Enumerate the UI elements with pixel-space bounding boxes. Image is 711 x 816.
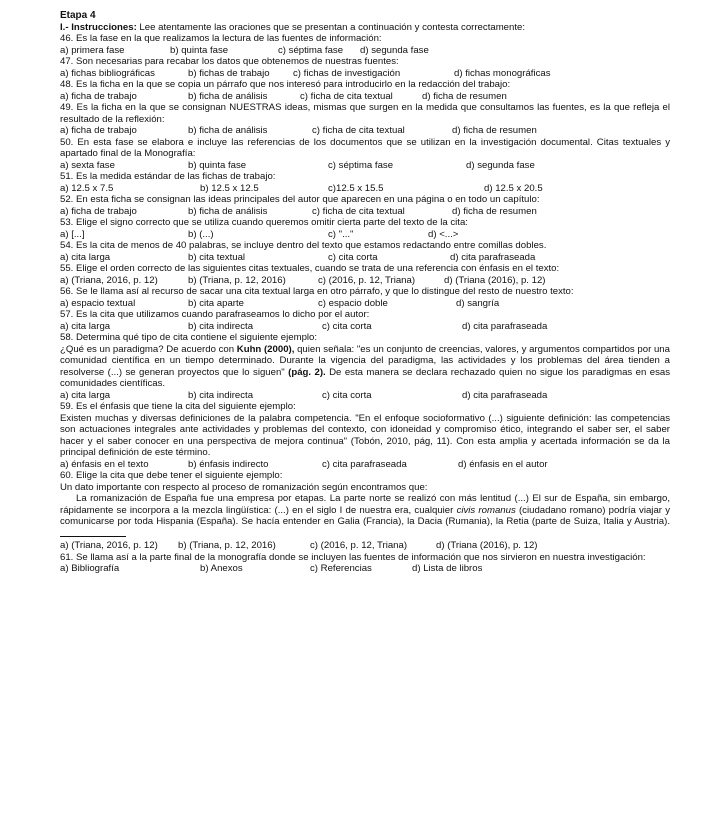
options-56	[60, 298, 670, 310]
option-58-c[interactable]: c) cita corta	[322, 389, 372, 401]
option-50-b[interactable]: b) quinta fase	[188, 159, 247, 171]
option-53-c[interactable]: c) "..."	[328, 228, 354, 240]
options-60	[60, 540, 670, 552]
option-47-d[interactable]: d) fichas monográficas	[454, 67, 551, 79]
options-53	[60, 229, 670, 241]
option-51-b[interactable]: b) 12.5 x 12.5	[200, 182, 259, 194]
option-52-a[interactable]: a) ficha de trabajo	[60, 205, 137, 217]
example-58	[60, 344, 670, 390]
options-54	[60, 252, 670, 264]
option-60-d[interactable]: d) (Triana (2016), p. 12)	[436, 540, 538, 551]
option-55-a[interactable]: a) (Triana, 2016, p. 12)	[60, 274, 158, 286]
options-46	[60, 45, 670, 57]
stage-title: Etapa 4	[60, 10, 96, 21]
instructions-label: I.- Instrucciones:	[60, 21, 137, 33]
option-53-a[interactable]: a) [...]	[60, 228, 85, 240]
options-58	[60, 390, 670, 402]
example-60-intro: Un dato importante con respecto al proceso de romanización según encontramos que:	[60, 481, 428, 493]
option-60-b[interactable]: b) (Triana, p. 12, 2016)	[178, 540, 276, 551]
option-49-a[interactable]: a) ficha de trabajo	[60, 125, 137, 136]
question-50: 50. En esta fase se elabora e incluye las referencias de los documentos que se utilizan en la investigación documental. Citas textuales y apartado final de la Monografía:	[60, 136, 670, 159]
option-53-d[interactable]: d) <...>	[428, 228, 459, 240]
option-56-d[interactable]: d) sangría	[456, 297, 500, 309]
option-61-d[interactable]: d) Lista de libros	[412, 563, 483, 574]
options-50	[60, 160, 670, 172]
instructions	[60, 22, 670, 34]
option-55-b[interactable]: b) (Triana, p. 12, 2016)	[188, 274, 286, 286]
option-61-c[interactable]: c) Referencias	[310, 563, 372, 574]
options-61	[60, 563, 670, 575]
option-51-c[interactable]: c)12.5 x 15.5	[328, 182, 384, 194]
option-52-d[interactable]: d) ficha de resumen	[452, 205, 537, 217]
example-60	[60, 493, 670, 540]
answer-blank-60[interactable]	[60, 528, 126, 537]
option-48-a[interactable]: a) ficha de trabajo	[60, 90, 137, 102]
option-59-b[interactable]: b) énfasis indirecto	[188, 458, 269, 470]
option-55-d[interactable]: d) (Triana (2016), p. 12)	[444, 274, 546, 286]
question-61: 61. Se llama así a la parte final de la monografía donde se incluyen las fuentes de información que nos sirvieron en nuestra investigación:	[60, 551, 646, 563]
options-49	[60, 125, 670, 137]
option-47-b[interactable]: b) fichas de trabajo	[188, 67, 270, 79]
option-57-d[interactable]: d) cita parafraseada	[462, 320, 548, 332]
option-54-c[interactable]: c) cita corta	[328, 251, 378, 263]
question-60: 60. Elige la cita que debe tener el siguiente ejemplo:	[60, 470, 283, 481]
option-58-d[interactable]: d) cita parafraseada	[462, 389, 548, 401]
option-56-c[interactable]: c) espacio doble	[318, 297, 388, 309]
example-58-author: Kuhn (2000),	[236, 343, 295, 355]
option-55-c[interactable]: c) (2016, p. 12, Triana)	[318, 274, 416, 286]
question-52: 52. En esta ficha se consignan las ideas principales del autor que aparecen en una página o en todo un capítulo:	[60, 194, 540, 205]
example-58-part3: De esta manera se declara rechazado quien no sigue los paradigmas en esas comunidades científicas.	[60, 366, 670, 389]
example-58-part1: ¿Qué es un paradigma? De acuerdo con	[60, 343, 237, 355]
question-57: 57. Es la cita que utilizamos cuando parafraseamos lo dicho por el autor:	[60, 309, 370, 320]
option-52-c[interactable]: c) ficha de cita textual	[312, 205, 405, 217]
question-56: 56. Se le llama así al recurso de sacar una cita textual larga en otro párrafo, y que lo distingue del resto de nuestro texto:	[60, 286, 574, 297]
option-58-b[interactable]: b) cita indirecta	[188, 389, 254, 401]
options-52	[60, 206, 670, 218]
question-48: 48. Es la ficha en la que se copia un párrafo que nos interesó para introducirlo en la redacción del trabajo:	[60, 79, 511, 90]
option-57-c[interactable]: c) cita corta	[322, 320, 372, 332]
options-47	[60, 68, 670, 80]
option-46-d[interactable]: d) segunda fase	[360, 44, 429, 56]
question-46: 46. Es la fase en la que realizamos la lectura de las fuentes de información:	[60, 33, 382, 44]
option-52-b[interactable]: b) ficha de análisis	[188, 205, 268, 217]
option-47-c[interactable]: c) fichas de investigación	[293, 67, 401, 79]
example-58-part2: quien señala: "es un conjunto de creencias, valores, y argumentos compartidos por una comunidad científica en un tiempo determinado. Durante la vigencia del paradigma, las actividades y los problemas del área tienden a resolverse (...) se generan proyectos que lo siguen"	[60, 343, 670, 378]
option-50-c[interactable]: c) séptima fase	[328, 159, 394, 171]
option-56-a[interactable]: a) espacio textual	[60, 297, 136, 309]
option-46-c[interactable]: c) séptima fase	[278, 44, 344, 56]
question-58: 58. Determina qué tipo de cita contiene el siguiente ejemplo:	[60, 332, 318, 343]
question-51: 51. Es la medida estándar de las fichas de trabajo:	[60, 171, 276, 182]
option-57-b[interactable]: b) cita indirecta	[188, 320, 254, 332]
options-48	[60, 91, 670, 103]
question-59: 59. Es el énfasis que tiene la cita del siguiente ejemplo:	[60, 401, 296, 412]
options-51	[60, 183, 670, 195]
question-54: 54. Es la cita de menos de 40 palabras, se incluye dentro del texto que estamos redactando entre comillas dobles.	[60, 240, 547, 251]
option-46-b[interactable]: b) quinta fase	[170, 44, 229, 56]
option-56-b[interactable]: b) cita aparte	[188, 297, 244, 309]
question-47: 47. Son necesarias para recabar los datos que obtenemos de nuestras fuentes:	[60, 56, 399, 67]
option-49-c[interactable]: c) ficha de cita textual	[312, 125, 405, 136]
example-60-latin: civis romanus	[456, 504, 516, 516]
instructions-text: Lee atentamente las oraciones que se presentan a continuación y contesta correctamente:	[136, 21, 526, 33]
option-48-c[interactable]: c) ficha de cita textual	[300, 90, 393, 102]
question-55: 55. Elige el orden correcto de las siguientes citas textuales, cuando se trata de una referencia con énfasis en el texto:	[60, 263, 560, 274]
option-48-b[interactable]: b) ficha de análisis	[188, 90, 268, 102]
option-59-a[interactable]: a) énfasis en el texto	[60, 458, 149, 470]
option-58-a[interactable]: a) cita larga	[60, 389, 111, 401]
example-60-part2: (ciudadano romano) podría viajar y comunicarse por toda Hispania (España). Se hacía entender en Galia (Francia), la Dacia (Rumania), la Retia (parte de Suiza, Italia y Austria).	[60, 504, 670, 527]
question-53: 53. Elige el signo correcto que se utiliza cuando queremos omitir cierta parte del texto de la cita:	[60, 217, 468, 228]
example-58-page: (pág. 2).	[288, 366, 326, 378]
option-59-c[interactable]: c) cita parafraseada	[322, 458, 407, 470]
option-50-a[interactable]: a) sexta fase	[60, 159, 115, 171]
worksheet-page	[60, 10, 670, 575]
option-54-d[interactable]: d) cita parafraseada	[450, 251, 536, 263]
question-49: 49. Es la ficha en la que se consignan NUESTRAS ideas, mismas que surgen en la medida que consultamos las fuentes, es la que refleja el resultado de la reflexión:	[60, 102, 670, 125]
option-54-a[interactable]: a) cita larga	[60, 251, 111, 263]
options-59	[60, 459, 670, 471]
option-54-b[interactable]: b) cita textual	[188, 251, 246, 263]
option-61-b[interactable]: b) Anexos	[200, 563, 243, 574]
example-60-part1: La romanización de España fue una empresa por etapas. La parte norte se realizó con más lentitud (...) El sur de España, sin embargo, rápidamente se incorpora a la mezcla lingüística: (...) en el siglo I de nuestra era, cualquier	[60, 493, 670, 516]
options-55	[60, 275, 670, 287]
option-47-a[interactable]: a) fichas bibliográficas	[60, 67, 155, 79]
option-53-b[interactable]: b) (...)	[188, 228, 214, 240]
option-60-a[interactable]: a) (Triana, 2016, p. 12)	[60, 540, 158, 551]
option-49-b[interactable]: b) ficha de análisis	[188, 125, 268, 136]
option-48-d[interactable]: d) ficha de resumen	[422, 90, 507, 102]
option-60-c[interactable]: c) (2016, p. 12, Triana)	[310, 540, 408, 551]
option-51-d[interactable]: d) 12.5 x 20.5	[484, 182, 543, 194]
example-59: Existen muchas y diversas definiciones de la palabra competencia. "En el enfoque socioformativo (...) siguiente definición: las competencias son actuaciones integrales ante actividades y problemas del contexto, con idoneidad y compromiso ético, integrando el saber ser, el saber hacer y el saber conocer en una perspectiva de mejora continua" (Tobón, 2010, pág, 11). Con esta amplia y acertada información se da la principal definición de este término.	[60, 412, 670, 458]
option-57-a[interactable]: a) cita larga	[60, 320, 111, 332]
options-57	[60, 321, 670, 333]
option-46-a[interactable]: a) primera fase	[60, 44, 125, 56]
option-61-a[interactable]: a) Bibliografía	[60, 563, 120, 574]
option-49-d[interactable]: d) ficha de resumen	[452, 125, 537, 136]
option-51-a[interactable]: a) 12.5 x 7.5	[60, 182, 114, 194]
option-59-d[interactable]: d) énfasis en el autor	[458, 458, 548, 470]
option-50-d[interactable]: d) segunda fase	[466, 159, 535, 171]
